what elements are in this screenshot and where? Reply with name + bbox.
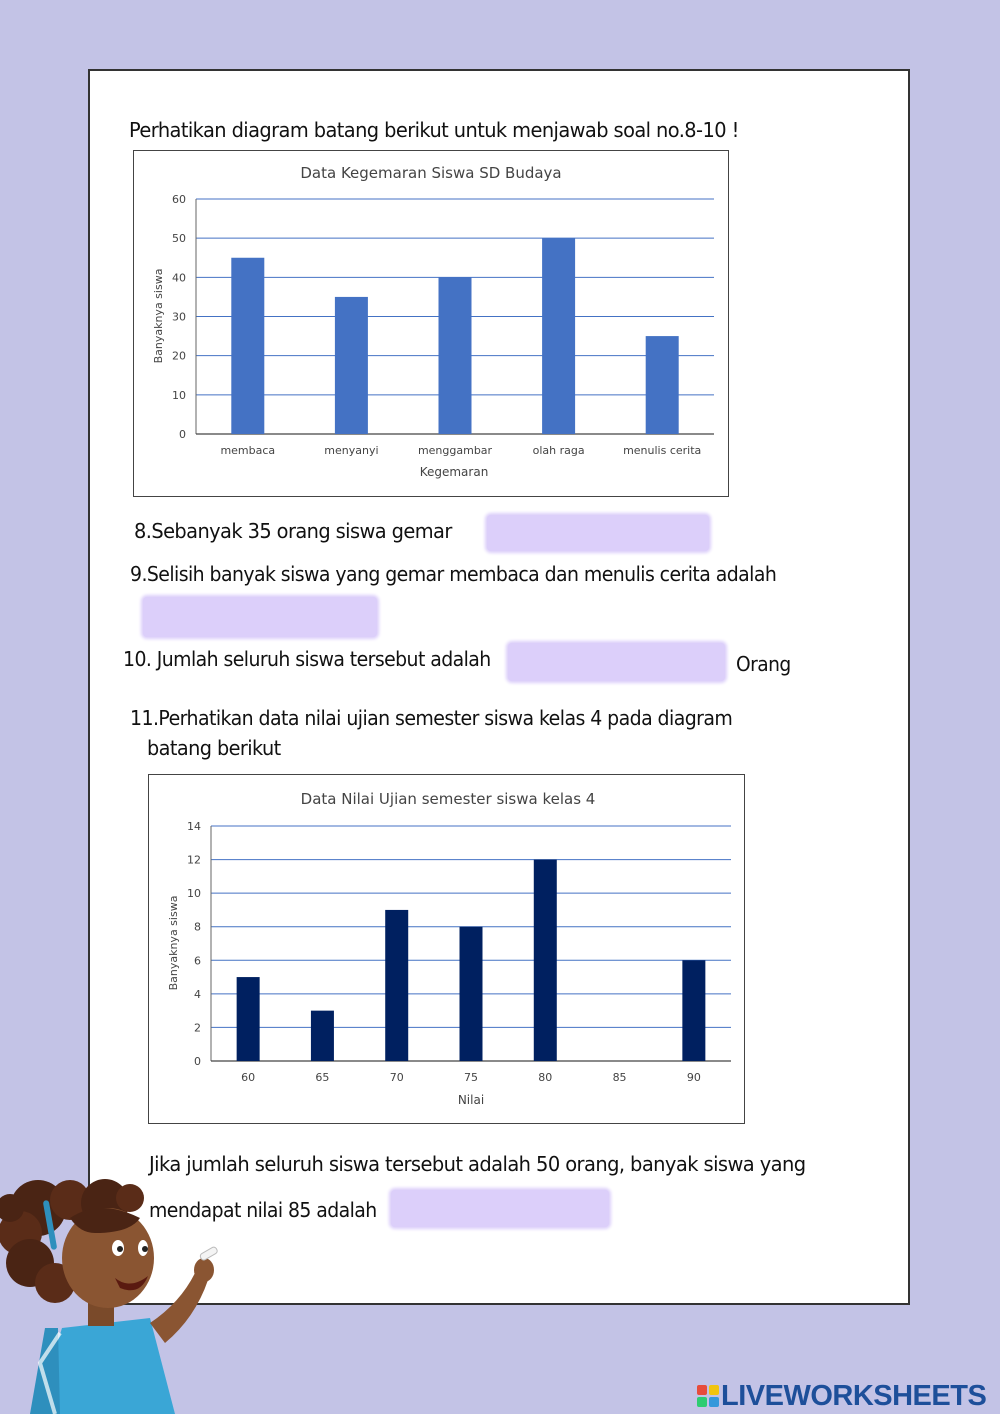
chart2-ytick-label: 6 [194, 954, 201, 968]
girl-pupil-left [117, 1246, 123, 1252]
chart2-ytick-label: 2 [194, 1021, 201, 1035]
brand-name: LIVEWORKSHEETS [721, 1380, 987, 1412]
chart2-xtick-label: 70 [389, 1071, 404, 1084]
logo-square-red [697, 1385, 707, 1395]
logo-square-green [697, 1397, 707, 1407]
girl-hand [194, 1258, 214, 1282]
chart1-ytick-label: 30 [172, 310, 186, 324]
chart1-title: Data Kegemaran Siswa SD Budaya [300, 164, 562, 182]
liveworksheets-logo [697, 1381, 986, 1411]
chart-nilai [148, 774, 745, 1124]
chart-kegemaran [133, 150, 729, 497]
chart-kegemaran-svg [134, 151, 727, 495]
chart2-bar-70 [385, 910, 408, 1061]
chart2-xtick-label: 75 [464, 1071, 478, 1084]
chart1-ylabel: Banyaknya siswa [152, 268, 165, 364]
chart2-ytick-label: 0 [194, 1055, 201, 1068]
chart2-ytick-label: 8 [194, 920, 201, 934]
chart-nilai-svg [149, 775, 743, 1122]
question-11-line1: 11.Perhatikan data nilai ujian semester siswa kelas 4 pada diagram [130, 706, 733, 730]
chart2-ytick-label: 14 [187, 820, 201, 833]
chart1-xtick-label: menulis cerita [623, 444, 702, 457]
chart1-bar-menggambar [439, 277, 472, 434]
answer-field-11[interactable] [391, 1190, 609, 1227]
chart1-ytick-label: 0 [179, 428, 186, 441]
chart2-ytick-label: 12 [187, 853, 201, 867]
chart1-xtick-label: menggambar [417, 444, 493, 457]
section-intro: Perhatikan diagram batang berikut untuk menjawab soal no.8-10 ! [129, 118, 739, 142]
chart2-title: Data Nilai Ujian semester siswa kelas 4 [300, 790, 596, 808]
logo-square-yellow [709, 1385, 719, 1395]
chart2-xtick-label: 80 [538, 1071, 553, 1084]
question-9: 9.Selisih banyak siswa yang gemar membaca dan menulis cerita adalah [130, 562, 777, 586]
answer-field-8[interactable] [487, 515, 709, 551]
girl-arm [150, 1273, 208, 1343]
chart1-xtick-label: membaca [220, 444, 276, 457]
chart2-ytick-label: 10 [187, 887, 201, 901]
chart2-bar-75 [460, 927, 483, 1061]
girl-illustration [0, 1178, 230, 1414]
girl-pupil-right [142, 1246, 148, 1252]
chart1-bar-olah-raga [542, 238, 575, 434]
chart2-ytick-label: 4 [194, 987, 201, 1001]
chart2-bar-80 [534, 860, 557, 1061]
chart1-xtick-label: menyanyi [324, 444, 379, 457]
chart2-xtick-label: 90 [686, 1071, 701, 1084]
question-11-line2: batang berikut [147, 736, 281, 760]
chart2-xlabel: Nilai [457, 1093, 485, 1107]
chart1-ytick-label: 50 [172, 232, 186, 246]
logo-icon [697, 1385, 719, 1407]
chart2-bar-65 [311, 1011, 334, 1061]
chalk-icon [199, 1246, 218, 1261]
chart1-xlabel: Kegemaran [419, 465, 489, 479]
chart1-bar-membaca [231, 258, 264, 434]
chart1-bar-menulis-cerita [646, 336, 679, 434]
chart2-xtick-label: 65 [315, 1071, 330, 1084]
question-8: 8.Sebanyak 35 orang siswa gemar [134, 519, 452, 543]
chart2-xtick-label: 85 [612, 1071, 627, 1084]
chart2-xtick-label: 60 [241, 1071, 256, 1084]
question-10: 10. Jumlah seluruh siswa tersebut adalah [123, 647, 491, 671]
chart1-ytick-label: 10 [172, 388, 186, 402]
question-10-unit: Orang [736, 652, 791, 676]
chart1-xtick-label: olah raga [532, 444, 585, 457]
chart2-bar-90 [682, 960, 705, 1061]
answer-field-9[interactable] [143, 597, 377, 637]
question-11-follow-line2: mendapat nilai 85 adalah [149, 1198, 377, 1222]
chart2-ylabel: Banyaknya siswa [167, 895, 180, 991]
logo-square-blue [709, 1397, 719, 1407]
chart1-ytick-label: 60 [172, 193, 186, 206]
question-11-follow-line1: Jika jumlah seluruh siswa tersebut adalah 50 orang, banyak siswa yang [149, 1152, 806, 1176]
chart1-ytick-label: 20 [172, 349, 186, 363]
chart1-ytick-label: 40 [172, 271, 186, 285]
chart2-bar-60 [237, 977, 260, 1061]
answer-field-10[interactable] [508, 643, 725, 681]
chart1-bar-menyanyi [335, 297, 368, 434]
